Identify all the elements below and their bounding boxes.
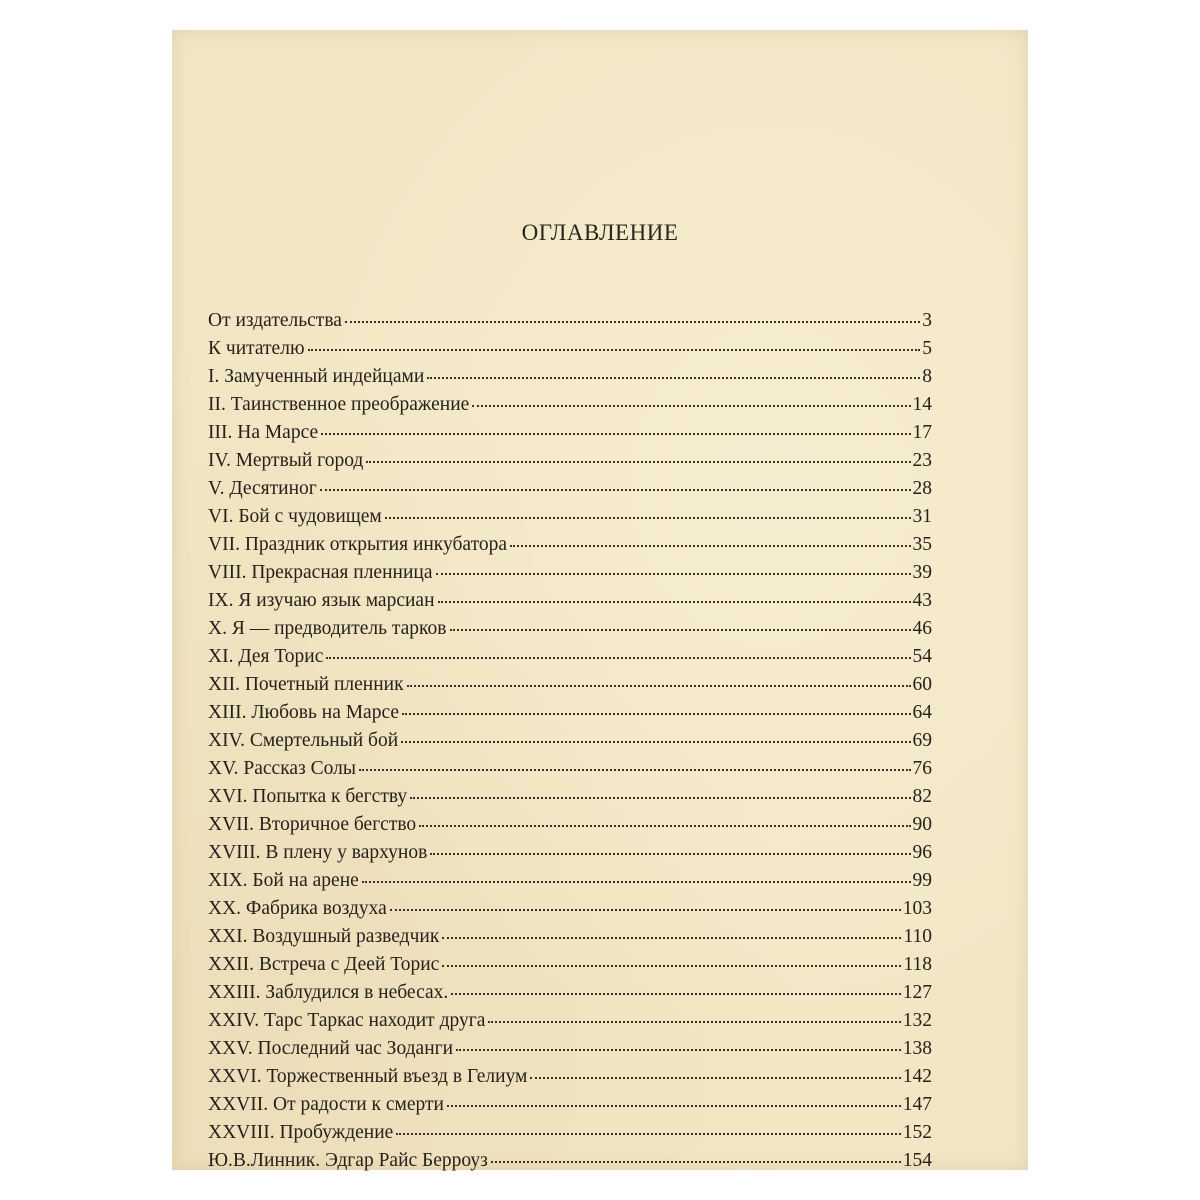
toc-entry [208,394,932,422]
toc-entry-page-number: 14 [912,394,932,415]
toc-entry-page-number: 69 [912,730,932,751]
dot-leader [321,433,910,435]
toc-entry-title: XXVII. От радости к смерти [208,1094,444,1115]
toc-entry [208,1122,932,1150]
toc-entry [208,954,932,982]
toc-entry [208,1038,932,1066]
dot-leader [530,1077,900,1079]
toc-entry-title: От издательства [208,310,342,331]
toc-entry [208,450,932,478]
toc-entry [208,730,932,758]
toc-entry-page-number: 132 [902,1010,932,1031]
toc-entry [208,1010,932,1038]
toc-entry-title: XX. Фабрика воздуха [208,898,387,919]
dot-leader [407,685,911,687]
toc-entry-page-number: 31 [912,506,932,527]
toc-entry-page-number: 147 [902,1094,932,1115]
dot-leader [442,965,901,967]
toc-entry-title: XII. Почетный пленник [208,674,404,695]
toc-entry [208,422,932,450]
dot-leader [447,1105,901,1107]
dot-leader [359,769,911,771]
toc-entry-title: XXIV. Тарс Таркас находит друга [208,1010,486,1031]
dot-leader [308,349,921,351]
toc-entry-title: X. Я — предводитель тарков [208,618,447,639]
dot-leader [396,1133,900,1135]
toc-entry-title: IX. Я изучаю язык марсиан [208,590,435,611]
toc-entry-page-number: 154 [902,1150,932,1171]
toc-entry-title: II. Таинственное преображение [208,394,470,415]
toc-entry [208,338,932,366]
dot-leader [436,573,911,575]
page-title: ОГЛАВЛЕНИЕ [521,220,679,245]
toc-entry-page-number: 54 [912,646,932,667]
toc-entry-page-number: 90 [912,814,932,835]
dot-leader [390,909,901,911]
toc-entry-page-number: 60 [912,674,932,695]
dot-leader [510,545,911,547]
toc-entry [208,814,932,842]
toc-entry-page-number: 103 [902,898,932,919]
toc-entry-page-number: 17 [912,422,932,443]
toc-entry-title: XVI. Попытка к бегству [208,786,408,807]
toc-entry-title: Ю.В.Линник. Эдгар Райс Берроуз [208,1150,488,1171]
dot-leader [427,377,920,379]
toc-entry-page-number: 28 [912,478,932,499]
dot-leader [451,993,901,995]
toc-entry [208,590,932,618]
toc-entry-title: XXI. Воздушный разведчик [208,926,440,947]
dot-leader [410,797,910,799]
dot-leader [366,461,910,463]
toc-entry-page-number: 5 [922,338,932,359]
toc-entry-page-number: 43 [912,590,932,611]
dot-leader [488,1021,900,1023]
toc-entry-page-number: 118 [903,954,932,975]
toc-entry-title: XIII. Любовь на Марсе [208,702,400,723]
book-page [172,30,1028,1170]
dot-leader [472,405,910,407]
dot-leader [442,937,901,939]
toc-entry [208,562,932,590]
toc-entry-page-number: 35 [912,534,932,555]
toc-entry-title: XXVI. Торжественный въезд в Гелиум [208,1066,528,1087]
dot-leader [345,321,920,323]
dot-leader [419,825,910,827]
toc-entry-title: IV. Мертвый город [208,450,364,471]
toc-entry-title: VII. Праздник открытия инкубатора [208,534,507,555]
toc-entry-page-number: 127 [902,982,932,1003]
toc-entry [208,926,932,954]
toc-entry-title: XV. Рассказ Солы [208,758,356,779]
toc-entry [208,1094,932,1122]
toc-entry-title: VI. Бой с чудовищем [208,506,382,527]
toc-entry [208,534,932,562]
toc-entry [208,982,932,1010]
toc-entry-title: III. На Марсе [208,422,319,443]
toc-entry-title: V. Десятиног [208,478,317,499]
toc-entry-page-number: 64 [912,702,932,723]
toc-entry-title: I. Замученный индейцами [208,366,425,387]
dot-leader [491,1161,901,1163]
toc-entry-title: XVII. Вторичное бегство [208,814,417,835]
dot-leader [401,741,910,743]
dot-leader [362,881,911,883]
toc-entry-page-number: 142 [902,1066,932,1087]
toc-entry [208,1066,932,1094]
toc-entry [208,478,932,506]
dot-leader [326,657,910,659]
toc-entry-title: XXVIII. Пробуждение [208,1122,394,1143]
toc-entry-title: XXV. Последний час Зоданги [208,1038,454,1059]
toc-entry-title: К читателю [208,338,305,359]
toc-entry-title: VIII. Прекрасная пленница [208,562,433,583]
toc-entry-page-number: 3 [922,310,932,331]
toc-entry-title: XIV. Смертельный бой [208,730,399,751]
toc-entry [208,310,932,338]
toc-entry [208,786,932,814]
toc-entry-page-number: 39 [912,562,932,583]
toc-entry [208,702,932,730]
toc-entry [208,366,932,394]
toc-entry [208,506,932,534]
toc-entry-title: XXII. Встреча с Деей Торис [208,954,440,975]
toc-entry-page-number: 46 [912,618,932,639]
toc-entry-title: XVIII. В плену у вархунов [208,842,428,863]
toc-entry-page-number: 110 [903,926,932,947]
toc-entry-page-number: 138 [902,1038,932,1059]
toc-entry [208,1150,932,1178]
toc-entry-page-number: 82 [912,786,932,807]
toc-entry-title: XI. Дея Торис [208,646,324,667]
toc-entry-title: XIX. Бой на арене [208,870,359,891]
dot-leader [456,1049,901,1051]
toc-entry-page-number: 96 [912,842,932,863]
toc-entry-page-number: 23 [912,450,932,471]
toc-entry [208,618,932,646]
dot-leader [450,629,911,631]
toc-entry [208,674,932,702]
toc-entry-title: XXIII. Заблудился в небесах. [208,982,449,1003]
toc-entry [208,898,932,926]
toc-entry [208,646,932,674]
toc-entry [208,842,932,870]
toc-entry-page-number: 99 [912,870,932,891]
toc-entry [208,758,932,786]
dot-leader [430,853,910,855]
toc-entry-page-number: 76 [912,758,932,779]
toc-entry-page-number: 8 [922,366,932,387]
table-of-contents [208,310,932,1178]
dot-leader [320,489,911,491]
dot-leader [402,713,910,715]
toc-entry [208,870,932,898]
dot-leader [385,517,911,519]
dot-leader [438,601,911,603]
toc-entry-page-number: 152 [902,1122,932,1143]
